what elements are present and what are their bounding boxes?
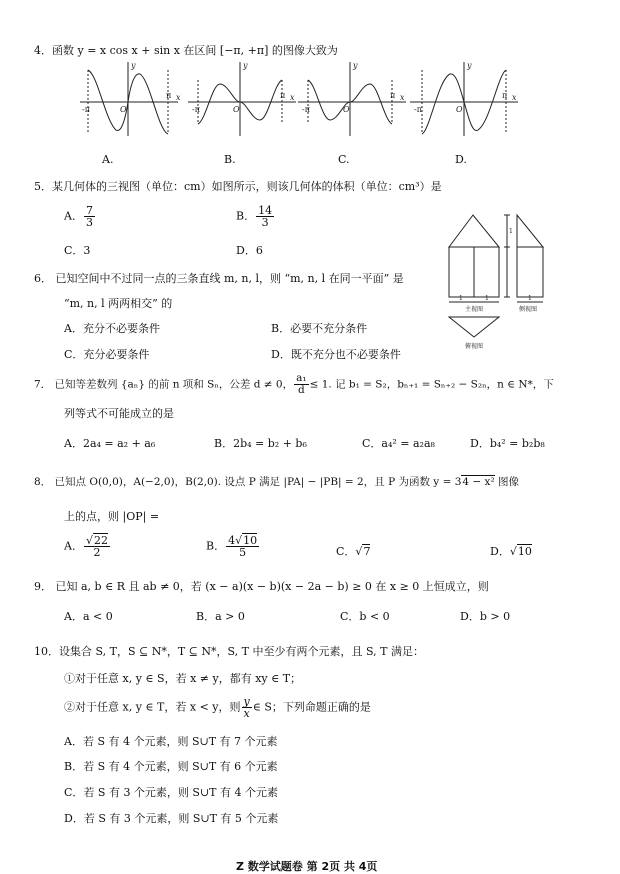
q6-option-a[interactable]: A．充分不必要条件 [64,322,160,335]
svg-text:y: y [353,61,358,70]
svg-text:y: y [131,61,136,70]
svg-text:侧视图: 侧视图 [519,306,538,313]
q5-option-b[interactable]: B． $\frac{14}{3}$ [236,204,273,229]
q6-stem-line1: 6． 已知空间中不过同一点的三条直线 m, n, l，则 “m, n, l 在同一平面” 是 [34,272,404,285]
side-view-body [517,247,543,297]
svg-text:俯视图: 俯视图 [465,343,484,350]
q5-option-a[interactable]: A． $\frac{7}{3}$ [64,204,93,229]
q7-option-d[interactable]: D．b₄² = b₂b₈ [470,437,545,450]
q4-option-d[interactable]: D. [455,153,467,166]
q9-option-d[interactable]: D．b > 0 [460,610,511,623]
q4-option-a[interactable]: A. [102,153,114,166]
svg-text:-π: -π [192,105,200,114]
q4-option-c[interactable]: C. [338,153,350,166]
svg-text:1: 1 [459,295,463,302]
svg-text:主视图: 主视图 [465,306,484,313]
q7-option-a[interactable]: A．2a₄ = a₂ + a₆ [64,437,156,450]
svg-text:x: x [176,93,181,102]
q4-graphs [70,60,540,140]
svg-text:O: O [233,105,240,114]
front-view-roof [449,215,499,247]
svg-text:O: O [120,105,127,114]
q10-option-a[interactable]: A．若 S 有 4 个元素，则 S∪T 有 7 个元素 [64,735,278,748]
svg-text:O: O [343,105,350,114]
svg-text:1: 1 [485,295,489,302]
svg-text:-π: -π [82,105,90,114]
q6-option-d[interactable]: D．既不充分也不必要条件 [271,348,401,361]
q7-stem-line2: 列等式不可能成立的是 [64,407,174,420]
q8-option-b[interactable]: B． $\frac{4√10}{5}$ [206,534,258,559]
q4-stem: 4．函数 y = x cos x + sin x 在区间 [−π, +π] 的图像大致为 [34,44,338,57]
q8-option-c[interactable]: C．√7 [336,545,371,558]
q8-stem: 8． 已知点 O(0,0)，A(−2,0)，B(2,0). 设点 P 满足 |PA| − |PB| = 2，且 P 为函数 y = 34 − x² 图像 [34,476,520,488]
q6-option-b[interactable]: B．必要不充分条件 [271,322,368,335]
q7-option-c[interactable]: C．a₄² = a₂a₈ [362,437,435,450]
svg-text:-π: -π [302,105,310,114]
svg-text:x: x [512,93,517,102]
svg-text:-π: -π [414,105,422,114]
svg-text:π: π [166,91,172,100]
three-views-figure [443,205,563,355]
svg-text:x: x [290,93,295,102]
q6-stem-line2: “m, n, l 两两相交” 的 [64,297,173,310]
svg-text:1: 1 [528,295,532,302]
q4-option-b[interactable]: B. [224,153,236,166]
svg-text:π: π [280,91,286,100]
svg-text:x: x [400,93,405,102]
svg-text:O: O [456,105,463,114]
q10-option-d[interactable]: D．若 S 有 3 个元素，则 S∪T 有 5 个元素 [64,812,279,825]
q9-option-a[interactable]: A．a < 0 [64,610,113,623]
q9-option-c[interactable]: C．b < 0 [340,610,390,623]
graph-a [80,62,178,136]
page-footer: Z 数学试题卷 第 2页 共 4页 [236,860,378,873]
q10-condition-1: ①对于任意 x, y ∈ S，若 x ≠ y，都有 xy ∈ T； [64,672,302,685]
svg-text:y: y [243,61,248,70]
svg-text:y: y [467,61,472,70]
svg-text:1: 1 [509,228,513,235]
svg-text:π: π [502,91,508,100]
q5-option-d[interactable]: D．6 [236,244,263,257]
q5-stem: 5．某几何体的三视图（单位：cm）如图所示，则该几何体的体积（单位：cm³）是 [34,180,442,193]
q7-stem: 7． 已知等差数列 {aₙ} 的前 n 项和 Sₙ，公差 d ≠ 0， $\frac{\text{a₁}}{d}$ ≤ 1. 记 b₁ = S₂，bₙ₊₁ = Sₙ₊₂ − S₂ₙ，n ∈ N*，下 [34,372,554,396]
q9-stem: 9． 已知 a, b ∈ R 且 ab ≠ 0，若 (x − a)(x − b)(x − 2a − b) ≥ 0 在 x ≥ 0 上恒成立，则 [34,580,489,593]
side-view-roof [517,215,543,247]
q7-option-b[interactable]: B．2b₄ = b₂ + b₆ [214,437,307,450]
q10-option-b[interactable]: B．若 S 有 4 个元素，则 S∪T 有 6 个元素 [64,760,278,773]
q8-option-d[interactable]: D．√10 [490,545,532,558]
q8-stem-line2: 上的点，则 |OP| = [64,510,160,523]
svg-text:π: π [390,91,396,100]
q10-stem: 10．设集合 S, T，S ⊆ N*，T ⊆ N*，S, T 中至少有两个元素，且 S, T 满足： [34,645,424,658]
q5-option-c[interactable]: C．3 [64,244,91,257]
q10-condition-2: ②对于任意 x, y ∈ T，若 x < y，则 $\frac{y}{x}$ ∈ S；下列命题正确的是 [64,695,371,720]
q9-option-b[interactable]: B．a > 0 [196,610,245,623]
top-view [449,317,499,337]
q6-option-c[interactable]: C．充分必要条件 [64,348,150,361]
q10-option-c[interactable]: C．若 S 有 3 个元素，则 S∪T 有 4 个元素 [64,786,279,799]
q8-option-a[interactable]: A． $\frac{√22}{2}$ [64,534,108,559]
